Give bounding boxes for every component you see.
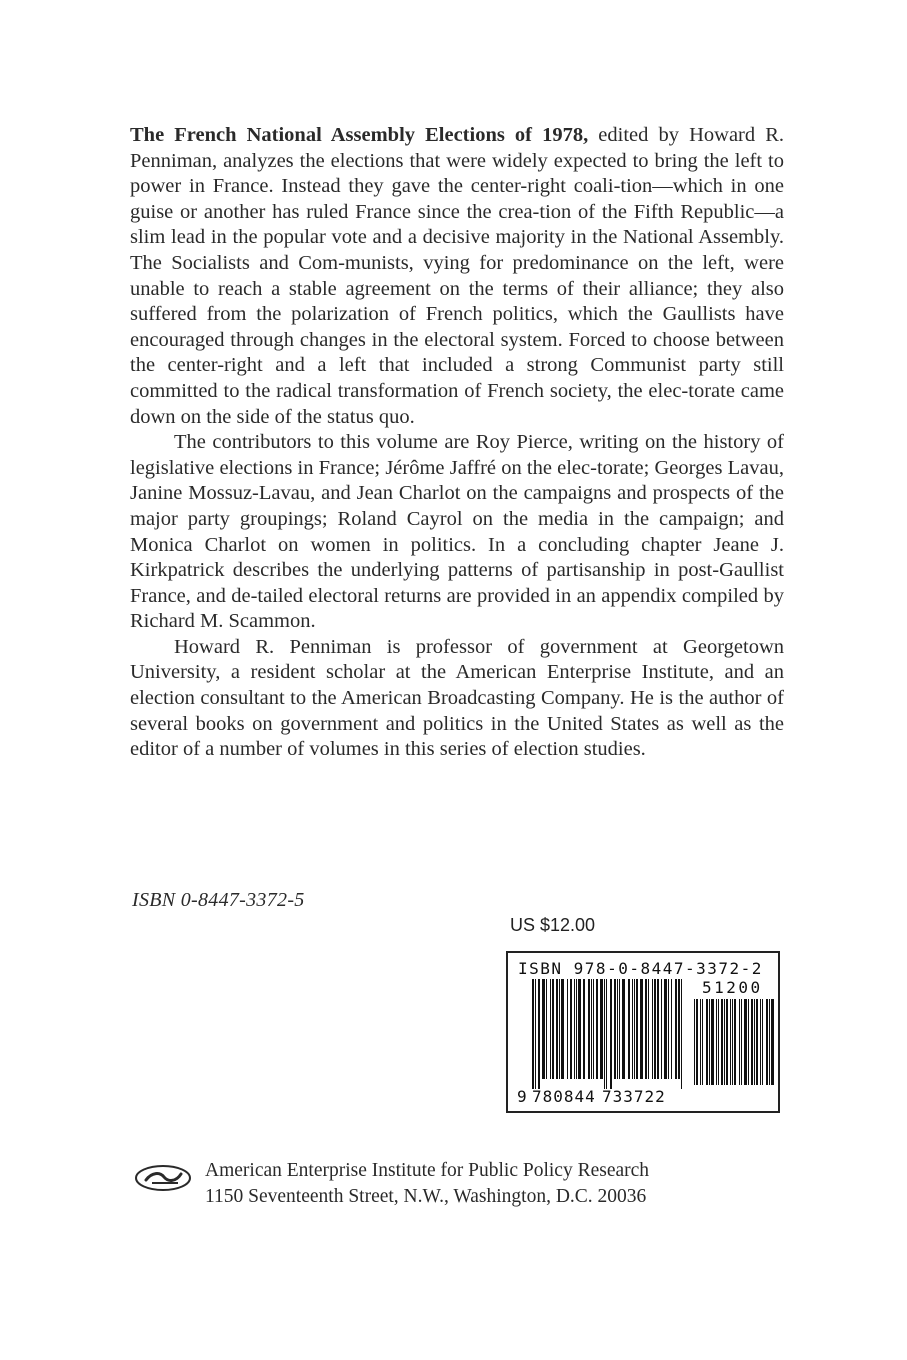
barcode-lead-digit: 9 — [517, 1087, 527, 1106]
barcode-bar — [538, 979, 540, 1089]
barcode-addon-bar — [739, 999, 740, 1085]
price-label: US $12.00 — [510, 915, 596, 935]
barcode-addon-bar — [756, 999, 758, 1085]
barcode-bar — [591, 979, 592, 1079]
barcode-bar — [532, 979, 534, 1089]
barcode-bar — [645, 979, 647, 1079]
barcode-addon-bar — [706, 999, 708, 1085]
barcode-bar — [652, 979, 653, 1079]
barcode-bar — [622, 979, 625, 1079]
barcode-bar — [593, 979, 594, 1079]
isbn-text: ISBN 0-8447-3372-5 — [132, 889, 305, 911]
barcode-bar — [542, 979, 545, 1079]
barcode-bar — [614, 979, 616, 1079]
barcode-addon-bar — [700, 999, 701, 1085]
barcode-bar — [546, 979, 547, 1079]
barcode-addon-bar — [716, 999, 717, 1085]
barcode-addon-bar — [702, 999, 703, 1085]
barcode-bar — [606, 979, 607, 1089]
barcode-addon-bar — [721, 999, 723, 1085]
barcode-addon-bar — [730, 999, 731, 1085]
barcode-bar — [535, 979, 536, 1089]
barcode-bar — [628, 979, 630, 1079]
barcode-addon-bar — [754, 999, 755, 1085]
barcode-right-digits: 733722 — [602, 1087, 666, 1106]
publisher-name: American Enterprise Institute for Public Policy Research — [205, 1160, 650, 1181]
barcode-bar — [640, 979, 643, 1079]
barcode-addon-bar — [771, 999, 774, 1085]
barcode-bar — [681, 979, 682, 1089]
barcode-addon-bar — [709, 999, 710, 1085]
barcode-bar — [675, 979, 677, 1079]
aei-logo-icon — [134, 1163, 192, 1193]
barcode-addon-bar — [751, 999, 753, 1085]
book-title: The French National Assembly Elections of 1978, — [130, 124, 589, 146]
barcode-bar — [678, 979, 680, 1079]
paragraph-1-text: edited by Howard R. Penniman, analyzes the elections that were widely expected to bring the left to power in France. Instead they gave the center-right coali-tion—which in one guise or another has ruled France since the crea-tion of the Fifth Republic—a slim lead in the popular vote and a decisive majority in the National Assembly. The Socialists and Com-munists, vying for predominance on the left, were unable to reach a stable agreement on the terms of their alliance; they also suffered from the polarization of French politics, which the Gaullists have encouraged through changes in the electoral system. Forced to choose between the center-right and a left that included a strong Communist party still committed to the radical transformation of French society, the elec-torate came down on the side of the status quo. — [130, 124, 785, 428]
barcode-bar — [619, 979, 620, 1079]
barcode-bar — [648, 979, 649, 1079]
barcode-isbn-label: ISBN 978-0-8447-3372-2 — [518, 959, 763, 978]
barcode-bar — [550, 979, 551, 1079]
barcode-bar — [636, 979, 638, 1079]
barcode-bar — [600, 979, 603, 1079]
barcode-left-digits: 780844 — [532, 1087, 596, 1106]
barcode-bar — [657, 979, 659, 1079]
barcode-bar — [552, 979, 554, 1079]
barcode-bar — [671, 979, 672, 1079]
barcode-addon-bar — [711, 999, 714, 1085]
barcode-addon-bar — [694, 999, 695, 1085]
barcode-bar — [604, 979, 605, 1089]
barcode-addon-bar — [741, 999, 742, 1085]
barcode-addon-bar — [724, 999, 725, 1085]
publisher-info — [205, 1158, 649, 1210]
barcode-bar — [664, 979, 667, 1079]
paragraph-3: Howard R. Penniman is professor of government at Georgetown University, a resident scholar at the American Enterprise Institute, and an election consultant to the American Broadcasting Company. He is the author of several books on government and politics in the United States as well as the editor of a number of volumes in this series of election studies. — [130, 635, 784, 761]
barcode-bar — [576, 979, 577, 1079]
barcode-addon-digits: 51200 — [702, 978, 763, 997]
barcode-bar — [654, 979, 656, 1079]
barcode-bar — [668, 979, 669, 1079]
barcode-addon-bar — [766, 999, 768, 1085]
barcode-bar — [632, 979, 633, 1079]
barcode-bar — [578, 979, 581, 1079]
publisher-address: 1150 Seventeenth Street, N.W., Washington, D.C. 20036 — [205, 1186, 647, 1207]
barcode-bar — [561, 979, 564, 1079]
barcode-addon-bar — [726, 999, 728, 1085]
barcode-addon-bar — [718, 999, 719, 1085]
barcode-bar — [588, 979, 590, 1079]
barcode-addon-bar — [769, 999, 770, 1085]
barcode-bar — [556, 979, 558, 1079]
barcode-bar — [634, 979, 635, 1079]
barcode-addon-bar — [732, 999, 733, 1085]
barcode-bar — [567, 979, 568, 1079]
barcode-addon-bar — [696, 999, 698, 1085]
barcode — [506, 951, 780, 1113]
barcode-bar — [583, 979, 585, 1079]
barcode-bar — [574, 979, 575, 1079]
barcode-addon-bar — [762, 999, 763, 1085]
barcode-bar — [559, 979, 560, 1079]
barcode-bar — [617, 979, 618, 1079]
barcode-bar — [610, 979, 612, 1089]
barcode-bar — [570, 979, 572, 1079]
barcode-addon-bar — [760, 999, 761, 1085]
barcode-addon-bar — [748, 999, 749, 1085]
barcode-bar — [596, 979, 598, 1079]
paragraph-2: The contributors to this volume are Roy Pierce, writing on the history of legislative elections in France; Jérôme Jaffré on the elec-torate; Georges Lavau, Janine Mossuz-Lavau, and Jean Charlot on the campaigns and prospects of the major party groupings; Roland Cayrol on the media in the campaign; and Monica Charlot on women in politics. In a concluding chapter Jeane J. Kirkpatrick describes the underlying patterns of partisanship in post-Gaullist France, and de-tailed electoral returns are provided in an appendix compiled by Richard M. Scammon. — [130, 431, 784, 633]
paragraph-1 — [130, 123, 784, 430]
barcode-addon-bar — [734, 999, 736, 1085]
barcode-bar — [661, 979, 662, 1079]
description-text — [130, 123, 784, 763]
barcode-addon-bar — [744, 999, 747, 1085]
